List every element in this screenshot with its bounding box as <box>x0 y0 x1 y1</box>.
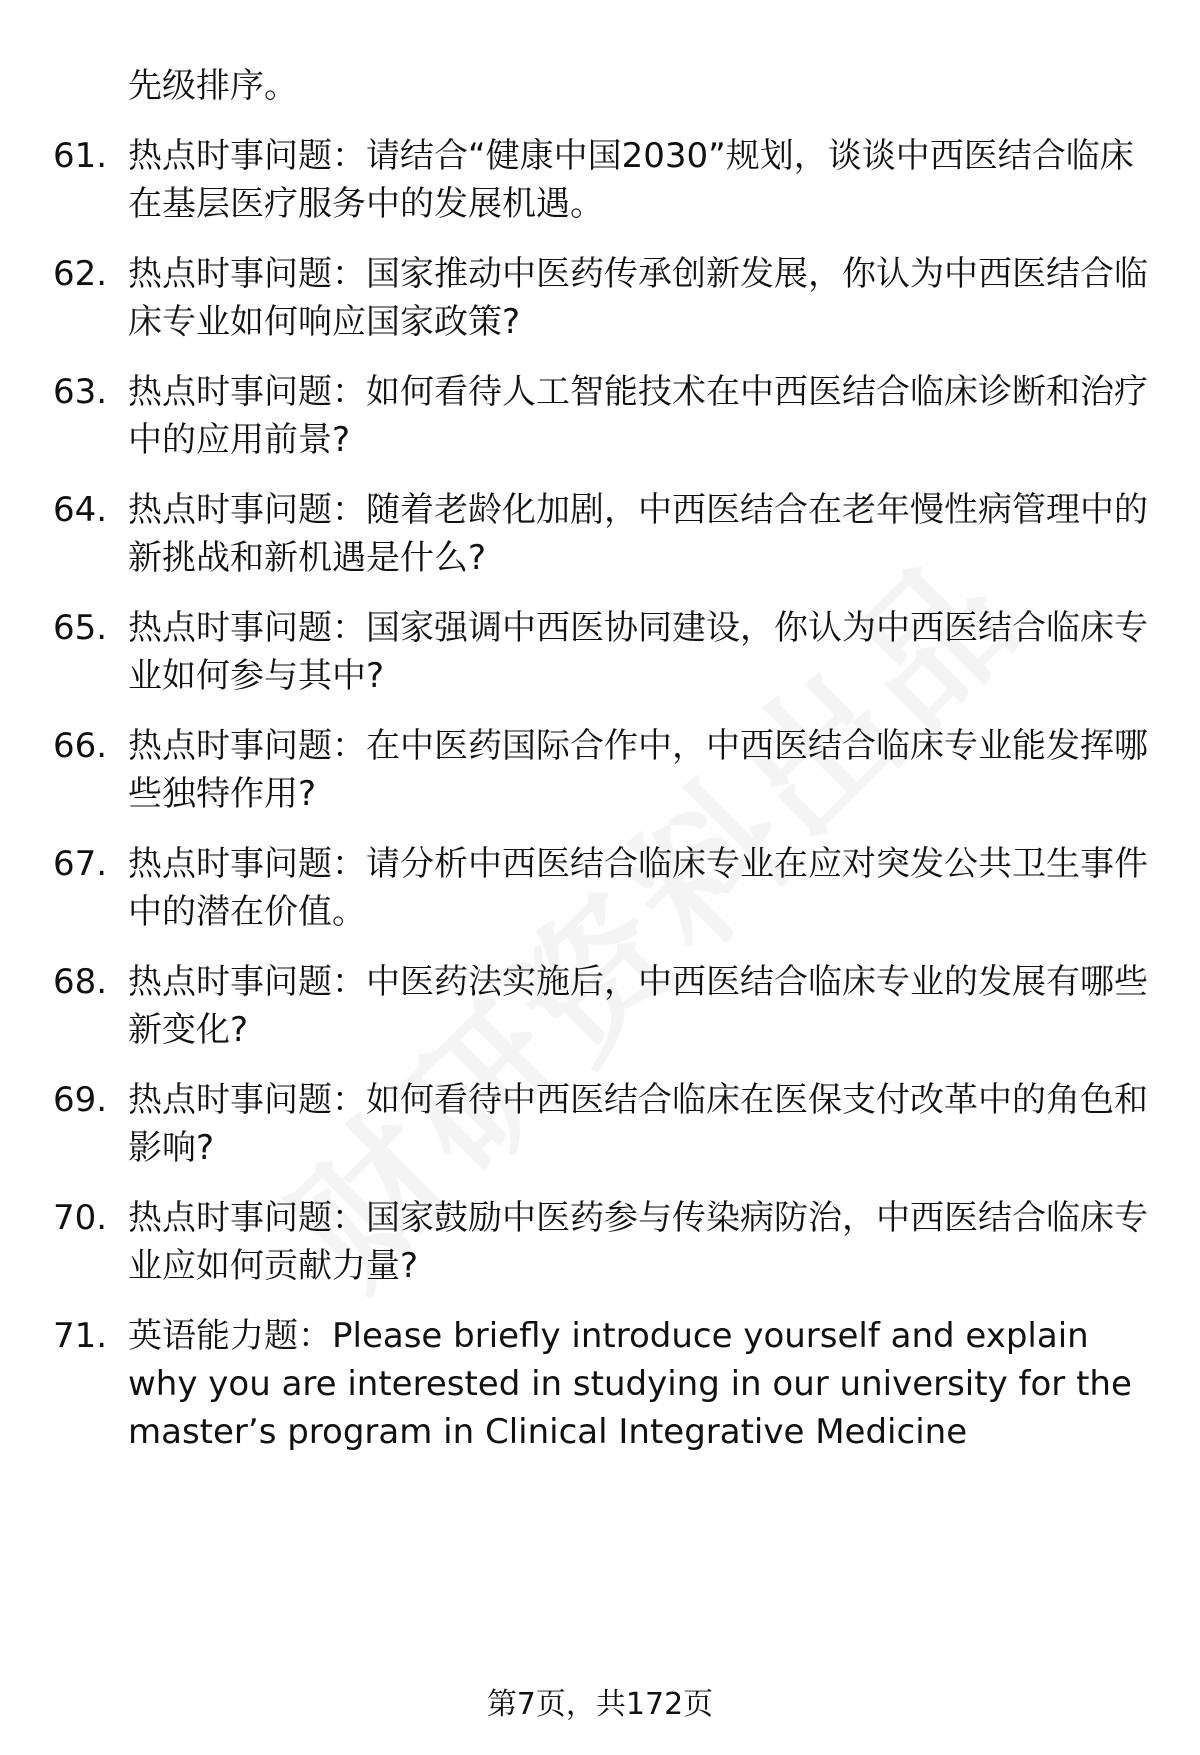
question-number: 70. <box>53 1198 108 1238</box>
question-number: 64. <box>53 490 108 530</box>
question-text: 热点时事问题：中医药法实施后，中西医结合临床专业的发展有哪些新变化? <box>128 962 1148 1050</box>
question-text: 热点时事问题：在中医药国际合作中，中西医结合临床专业能发挥哪些独特作用? <box>128 726 1148 814</box>
question-text: 热点时事问题：国家推动中医药传承创新发展，你认为中西医结合临床专业如何响应国家政策? <box>128 254 1148 342</box>
page-indicator: 第7页，共172页 <box>486 1687 714 1722</box>
question-62 <box>53 250 1148 346</box>
question-65 <box>53 604 1148 700</box>
question-number: 65. <box>53 608 108 648</box>
question-number: 66. <box>53 726 108 766</box>
question-70 <box>53 1194 1148 1290</box>
question-67 <box>53 840 1148 936</box>
question-number: 67. <box>53 844 108 884</box>
question-68 <box>53 958 1148 1054</box>
question-69 <box>53 1076 1148 1172</box>
question-number: 63. <box>53 372 108 412</box>
question-63 <box>53 368 1148 464</box>
question-text: 热点时事问题：国家鼓励中医药参与传染病防治，中西医结合临床专业应如何贡献力量? <box>128 1198 1148 1286</box>
question-text: 热点时事问题：如何看待人工智能技术在中西医结合临床诊断和治疗中的应用前景? <box>128 372 1148 460</box>
question-text: 英语能力题：Please briefly introduce yourself and explain why you are interested in studying in our university for the master’s program in Clinical Integrative Medicine <box>128 1316 1132 1452</box>
question-number: 62. <box>53 254 108 294</box>
question-text: 热点时事问题：国家强调中西医协同建设，你认为中西医结合临床专业如何参与其中? <box>128 608 1148 696</box>
question-61 <box>53 132 1148 228</box>
question-text: 热点时事问题：请结合“健康中国2030”规划，谈谈中西医结合临床在基层医疗服务中的发展机遇。 <box>128 136 1134 224</box>
question-text: 热点时事问题：请分析中西医结合临床专业在应对突发公共卫生事件中的潜在价值。 <box>128 844 1148 932</box>
question-number: 68. <box>53 962 108 1002</box>
question-text: 热点时事问题：随着老龄化加剧，中西医结合在老年慢性病管理中的新挑战和新机遇是什么? <box>128 490 1148 578</box>
question-number: 71. <box>53 1316 108 1356</box>
question-64 <box>53 486 1148 582</box>
question-text: 热点时事问题：如何看待中西医结合临床在医保支付改革中的角色和影响? <box>128 1080 1148 1168</box>
question-number: 69. <box>53 1080 108 1120</box>
question-66 <box>53 722 1148 818</box>
question-71 <box>53 1312 1148 1456</box>
continued-text: 先级排序。 <box>128 66 298 106</box>
question-number: 61. <box>53 136 108 176</box>
